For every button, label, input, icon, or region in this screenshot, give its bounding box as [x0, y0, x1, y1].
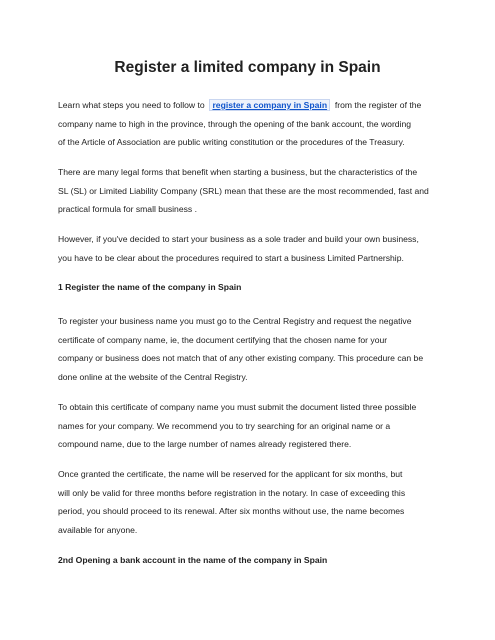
paragraph-line: To register your business name you must go to the Central Registry and request the negative — [58, 316, 412, 326]
paragraph-line: names for your company. We recommend you to try searching for an original name or a — [58, 420, 391, 431]
paragraph-line: available for anyone. — [58, 524, 138, 535]
legal-forms-paragraph — [58, 163, 448, 219]
name-reservation-paragraph — [58, 465, 448, 539]
paragraph-line: SL (SL) or Limited Liability Company (SRL) mean that these are the most recommended, fast and — [58, 185, 429, 196]
intro-line-2: company name to high in the province, through the opening of the bank account, the wording — [58, 118, 412, 129]
section-heading-register-name: 1 Register the name of the company in Spain — [58, 282, 242, 292]
paragraph-line: However, if you've decided to start your business as a sole trader and build your own business, — [58, 234, 419, 244]
paragraph-line: certificate of company name, ie, the document certifying that the chosen name for your — [58, 334, 388, 345]
paragraph-line: To obtain this certificate of company name you must submit the document listed three possible — [58, 402, 417, 412]
paragraph-line: period, you should proceed to its renewal. After six months without use, the name becomes — [58, 506, 405, 516]
paragraph-line: practical formula for small business . — [58, 204, 197, 214]
paragraph-line: will only be valid for three months before registration in the notary. In case of exceeding this — [58, 487, 406, 498]
intro-line-3: of the Article of Association are public writing constitution or the procedures of the Treasury. — [58, 137, 405, 147]
paragraph-line: company or business does not match that of any other existing company. This procedure can be — [58, 353, 424, 363]
paragraph-line: done online at the website of the Central Registry. — [58, 371, 248, 382]
paragraph-line: you have to be clear about the procedures required to start a business Limited Partnership. — [58, 252, 404, 263]
paragraph-line: Once granted the certificate, the name will be reserved for the applicant for six months, but — [58, 469, 403, 479]
intro-text-before-link: Learn what steps you need to follow to — [58, 100, 205, 110]
paragraph-line: compound name, due to the large number of names already registered there. — [58, 439, 352, 449]
intro-paragraph — [58, 96, 448, 152]
paragraph-line: There are many legal forms that benefit when starting a business, but the characteristics of the — [58, 167, 418, 177]
section-heading-bank-account: 2nd Opening a bank account in the name of the company in Spain — [58, 555, 328, 565]
certificate-paragraph — [58, 398, 448, 454]
central-registry-paragraph — [58, 312, 448, 386]
register-company-link[interactable]: register a company in Spain — [209, 99, 330, 111]
page-title: Register a limited company in Spain — [114, 59, 381, 76]
sole-trader-paragraph — [58, 230, 448, 267]
intro-text-after-link: from the register of the — [334, 100, 422, 110]
intro-line-1 — [58, 96, 448, 115]
